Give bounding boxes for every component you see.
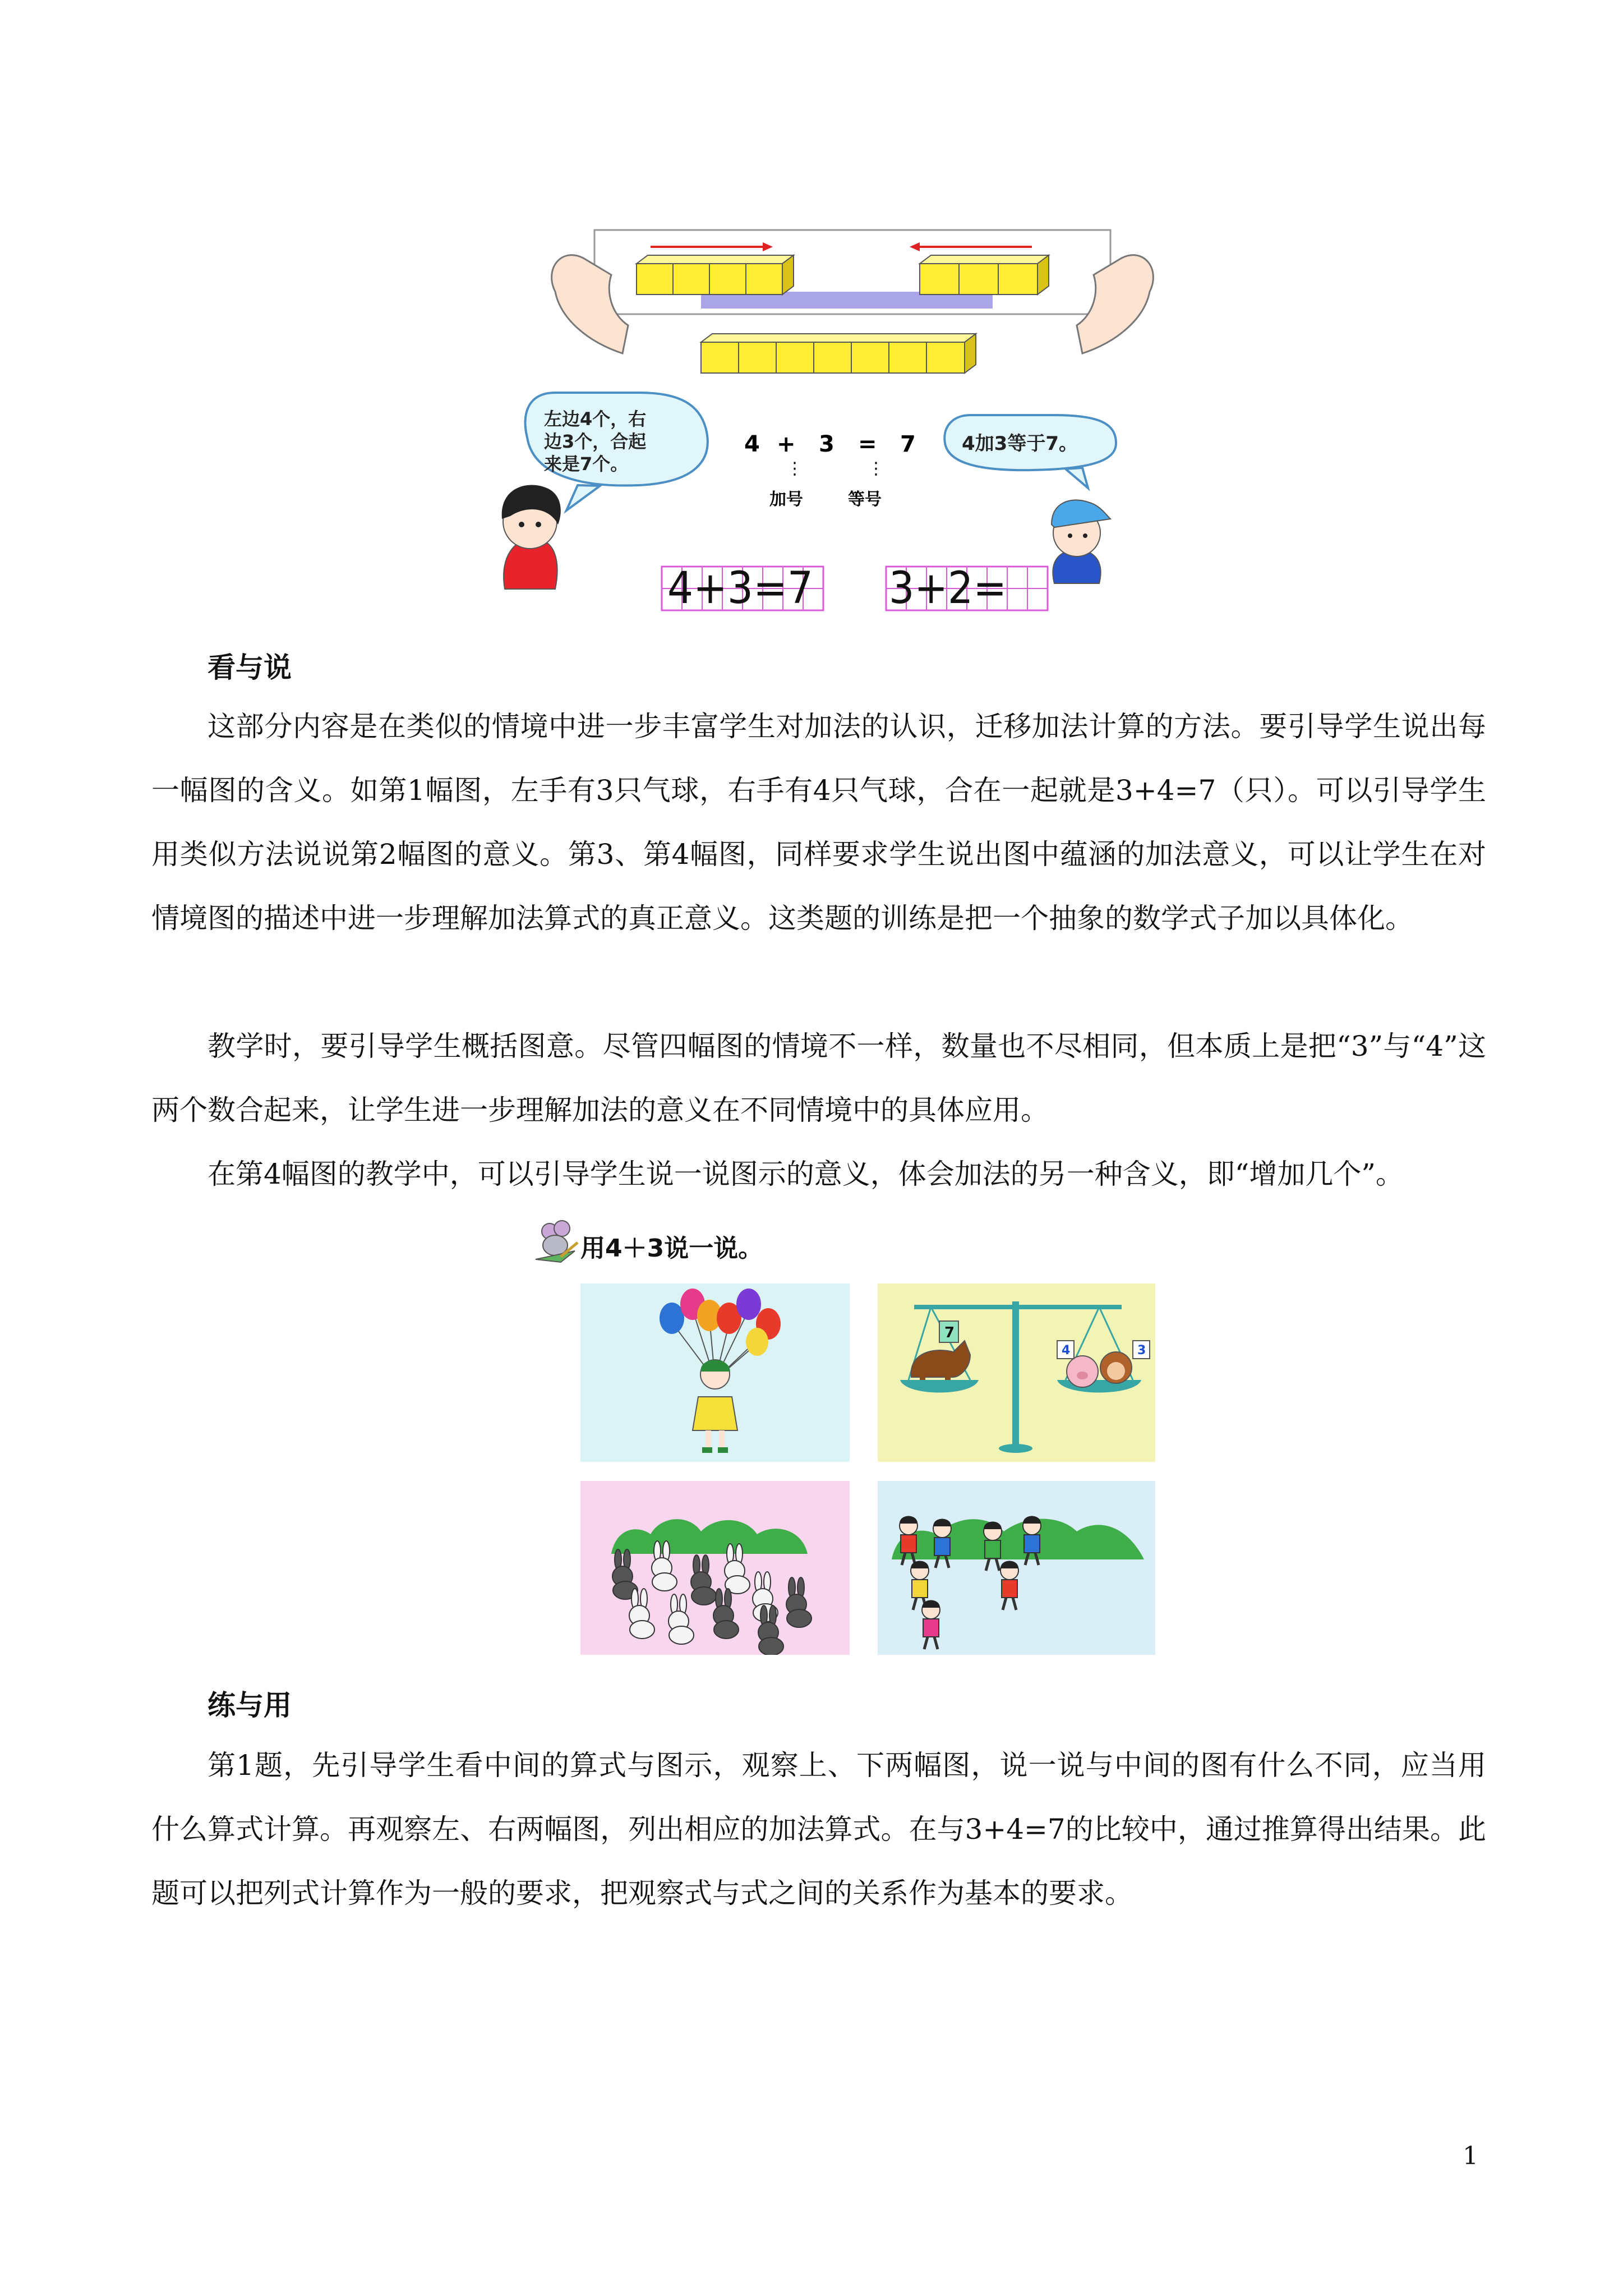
equation-result: 7: [900, 431, 916, 457]
bubble-left-line-2: 边3个，合起: [544, 431, 647, 452]
pig: [1067, 1356, 1098, 1387]
paragraph-1: 这部分内容是在类似的情境中进一步丰富学生对加法的认识，迁移加法计算的方法。要引导学生说出每一幅图的含义。如第1幅图，左手有3只气球，右手有4只气球，合在一起就是3+4=7（只）。可以引导学生用类似方法说说第2幅图的意义。第3、第4幅图，同样要求学生说出图中蕴涵的加法意义，可以让学生在对情境图的描述中进一步理解加法算式的真正意义。这类题的训练是把一个抽象的数学式子加以具体化。: [151, 710, 1486, 935]
equation-equals: =: [858, 431, 877, 457]
label-plus-sign: 加号: [769, 490, 803, 509]
mouse-icon: [536, 1221, 578, 1262]
equation-term-1: 4: [744, 431, 760, 457]
bubble-right-text: 4加3等于7。: [962, 432, 1078, 455]
figure-caption: 用4＋3说一说。: [580, 1234, 763, 1263]
cubes-left-4: [637, 255, 794, 295]
girl-character: [502, 485, 561, 589]
sign-4-label: 4: [1062, 1343, 1071, 1358]
sign-4: [1057, 1341, 1074, 1359]
equation-term-2: 3: [819, 431, 834, 457]
sign-7: [939, 1321, 958, 1342]
sign-3-label: 3: [1137, 1343, 1146, 1358]
paragraph-3: 在第4幅图的教学中，可以引导学生说一说图示的意义，体会加法的另一种含义，即“增加几个”。: [208, 1158, 1404, 1190]
sign-3: [1133, 1341, 1150, 1359]
paragraph-4: 第1题，先引导学生看中间的算式与图示，观察上、下两幅图，说一说与中间的图有什么不同，应当用什么算式计算。再观察左、右两幅图，列出相应的加法算式。在与3+4=7的比较中，通过推算得出结果。此题可以把列式计算作为一般的要求，把观察式与式之间的关系作为基本的要求。: [151, 1749, 1486, 1910]
paragraph-2: 教学时，要引导学生概括图意。尽管四幅图的情境不一样，数量也不尽相同，但本质上是把“3”与“4”这两个数合起来，让学生进一步理解加法的意义在不同情境中的具体应用。: [151, 1030, 1486, 1126]
label-equals-sign: 等号: [848, 490, 882, 509]
equals-pointer-dots: ⋮: [868, 459, 884, 478]
section-heading-look-and-say: 看与说: [208, 651, 292, 684]
section-heading-practice-and-use: 练与用: [208, 1689, 292, 1722]
cubes-combined-7: [701, 334, 976, 373]
boy-character: [1052, 500, 1110, 583]
plus-pointer-dots: ⋮: [786, 459, 803, 478]
top-figure: [494, 224, 1189, 617]
monkey: [1100, 1352, 1132, 1383]
bubble-left-line-3: 来是7个。: [544, 453, 629, 475]
grid-left-expression: 4+3=7: [667, 563, 813, 614]
equation-plus: +: [777, 431, 796, 457]
bubble-left-line-1: 左边4个，右: [544, 408, 647, 430]
sign-7-label: 7: [944, 1324, 955, 1341]
page-number: 1: [1463, 2142, 1478, 2170]
grid-right-expression: 3+2=: [889, 563, 1007, 614]
mid-figure: [527, 1212, 1166, 1655]
cubes-right-3: [920, 255, 1049, 295]
